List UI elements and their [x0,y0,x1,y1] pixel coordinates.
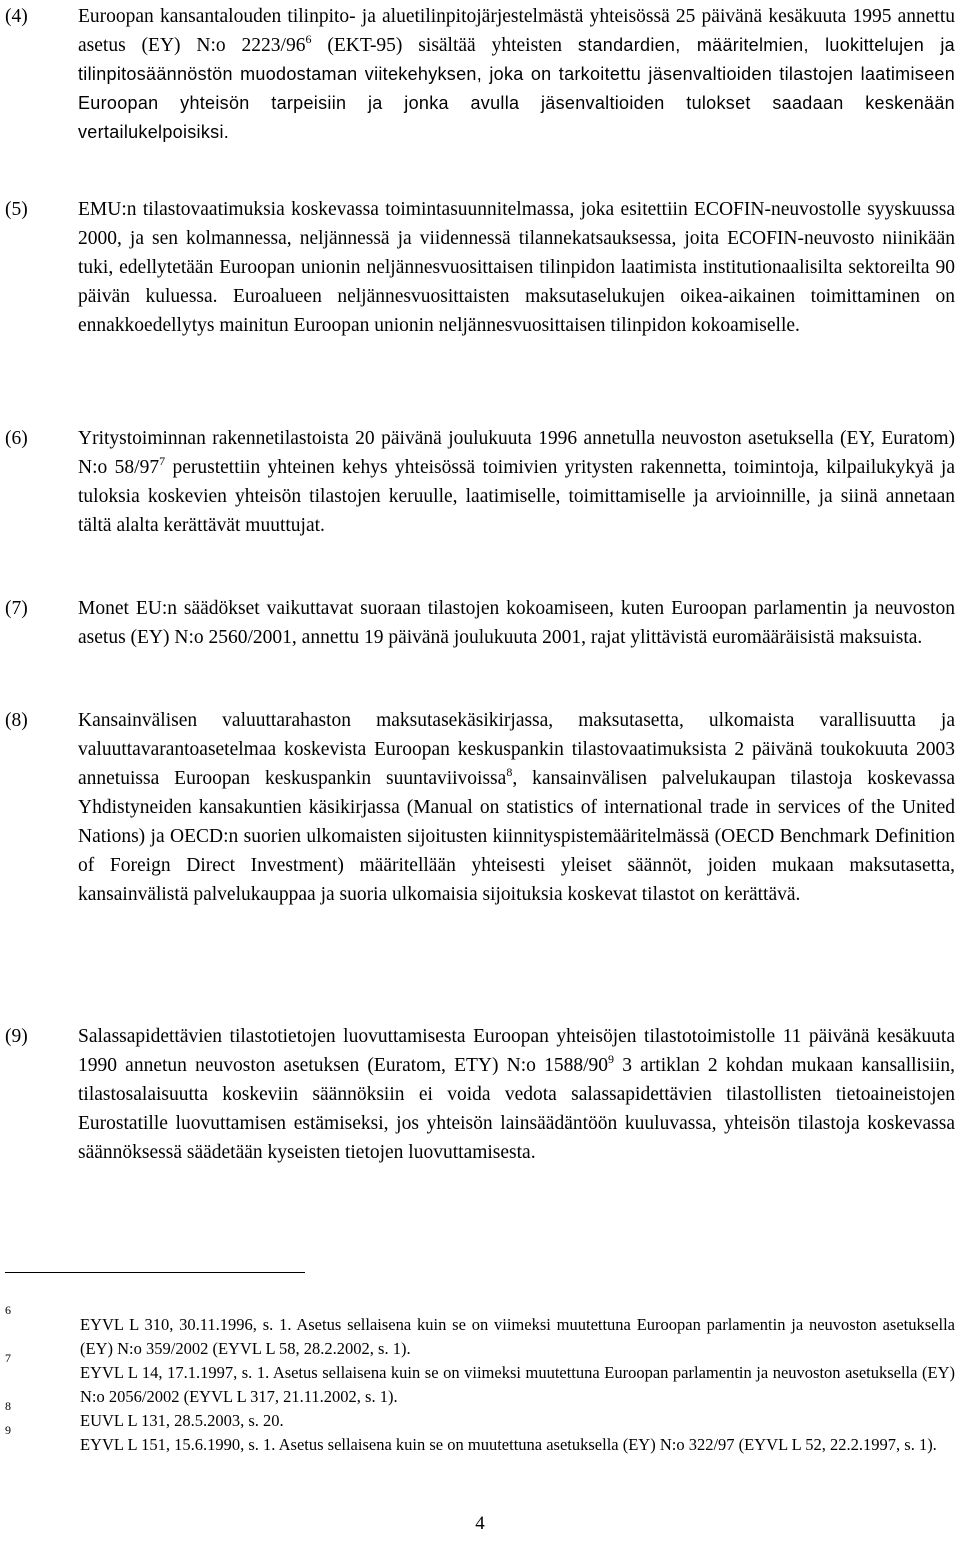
page-number: 4 [475,1513,485,1534]
footnote [5,1351,955,1409]
recital-4 [5,2,955,147]
recital-number: (6) [5,428,28,449]
footnote-separator [5,1272,305,1273]
recital-number: (8) [5,710,28,731]
recital-text-part: Yritystoiminnan rakennetilastoista 20 päivänä joulukuuta 1996 annetulla neuvoston asetuksella (EY, Euratom) N:o 58/97 [78,428,955,478]
recital-number: (9) [5,1026,28,1047]
recital-text-part: Euroopan kansantalouden tilinpito- ja aluetilinpitojärjestelmästä yhteisössä 25 päivänä kesäkuuta 1995 annettu asetus (EY) N:o 2223/96 [78,6,955,56]
footnote-text: EUVL L 131, 28.5.2003, s. 20. [80,1411,284,1430]
recital-text: Monet EU:n säädökset vaikuttavat suoraan tilastojen kokoamiseen, kuten Euroopan parlamentin ja neuvoston asetus (EY) N:o 2560/2001, annettu 19 päivänä joulukuuta 2001, rajat ylittävistä euromääräisistä maksuista. [78,598,955,648]
recital-text: EMU:n tilastovaatimuksia koskevassa toimintasuunnitelmassa, joka esitettiin ECOFIN-neuvostolle syyskuussa 2000, ja sen kolmannessa, neljännessä ja viidennessä tilannekatsauksessa, joita ECOFIN-neuvosto niinikään tuki, edellytetään Euroopan unionin neljännesvuosittaisen tilinpidon laatimista institutionaalisilta sektoreilta 90 päivän kuluessa. Euroalueen neljännesvuosittaisten maksutaselukujen oikea-aikainen toimittaminen on ennakkoedellytys mainitun Euroopan unionin neljännesvuosittaisen tilinpidon kokoamiselle. [78,199,955,336]
recital-5 [5,195,955,340]
footnote-number: 7 [5,1351,11,1365]
recital-text-part: , kansainvälisen palvelukaupan tilastoja koskevassa Yhdistyneiden kansakuntien käsikirjassa (Manual on statistics of international trade in services of the United Nations) ja OECD:n suorien ulkomaisten sijoitusten kiinnityspistemääritelmässä (OECD Benchmark Definition of Foreign Direct Investment) määritellään yhteisesti yleiset säännöt, joiden mukaan maksutasetta, kansainvälistä palvelukauppaa ja suoria ulkomaisia sijoituksia koskevat tilastot on kerättävä. [78,768,955,905]
footnote [5,1399,955,1433]
footnote-ref[interactable]: 8 [506,765,513,779]
footnotes [5,1303,955,1457]
footnote [5,1423,955,1457]
footnote-text: EYVL L 310, 30.11.1996, s. 1. Asetus sellaisena kuin se on viimeksi muutettuna Euroopan parlamentin ja neuvoston asetuksella (EY) N:o 359/2002 (EYVL L 58, 28.2.2002, s. 1). [80,1315,955,1358]
recital-7 [5,594,955,652]
footnote-ref[interactable]: 6 [305,32,312,46]
footnote-text: EYVL L 14, 17.1.1997, s. 1. Asetus sellaisena kuin se on viimeksi muutettuna Euroopan parlamentin ja neuvoston asetuksella (EY) N:o 2056/2002 (EYVL L 317, 21.11.2002, s. 1). [80,1363,955,1406]
footnote-number: 6 [5,1303,11,1317]
footnote-number: 8 [5,1399,11,1413]
recital-text [78,2,955,147]
recital-text-part: Salassapidettävien tilastotietojen luovuttamisesta Euroopan yhteisöjen tilastotoimistolle 11 päivänä kesäkuuta 1990 annetun neuvoston asetuksen (Euratom, ETY) N:o 1588/90 [78,1026,955,1076]
footnote-number: 9 [5,1423,11,1437]
recital-6 [5,424,955,540]
footnote-text: EYVL L 151, 15.6.1990, s. 1. Asetus sellaisena kuin se on muutettuna asetuksella (EY) N:o 322/97 (EYVL L 52, 22.2.1997, s. 1). [80,1435,937,1454]
recital-number: (4) [5,6,28,27]
recital-text [78,424,955,540]
footnote-ref[interactable]: 7 [159,454,166,468]
footnote [5,1303,955,1361]
recital-8 [5,706,955,909]
recital-text-part: (EKT-95) sisältää yhteisten [311,35,578,56]
recital-text-part: perustettiin yhteinen kehys yhteisössä toimivien yritysten rakennetta, toimintoja, kilpailukykyä ja tuloksia koskevien yhteisön tilastojen keruulle, laatimiselle, toimittamiselle ja arvioinnille, ja siinä annetaan tältä alalta kerättävät muuttujat. [78,457,955,536]
recital-text [78,1022,955,1167]
recital-text [78,706,955,909]
recital-text-part: standardien, määritelmien, luokittelujen ja tilinpitosäännöstön muodostaman viitekehyksen, joka on tarkoitettu jäsenvaltioiden tilastojen laatimiseen Euroopan yhteisön tarpeisiin ja jonka avulla jäsenvaltioiden tulokset saadaan keskenään vertailukelpoisiksi. [78,35,955,142]
recital-number: (5) [5,199,28,220]
recital-9 [5,1022,955,1167]
recital-number: (7) [5,598,28,619]
recital-text-part: 3 artiklan 2 kohdan mukaan kansallisiin, tilastosalaisuutta koskeviin säännöksiin ei voida vedota salassapidettävien tilastollisten tietoaineistojen Eurostatille luovuttamisen estämiseksi, jos yhteisön lainsäädäntöön kuuluvassa, yhteisön tilastoja koskevassa säännöksessä säädetään kyseisten tietojen luovuttamisesta. [78,1055,956,1163]
recital-text-part: Kansainvälisen valuuttarahaston maksutasekäsikirjassa, maksutasetta, ulkomaista varallisuutta ja valuuttavarantoasetelmaa koskevista Euroopan keskuspankin tilastovaatimuksista 2 päivänä toukokuuta 2003 annetuissa Euroopan keskuspankin suuntaviivoissa [78,710,955,789]
footnote-ref[interactable]: 9 [608,1052,615,1066]
